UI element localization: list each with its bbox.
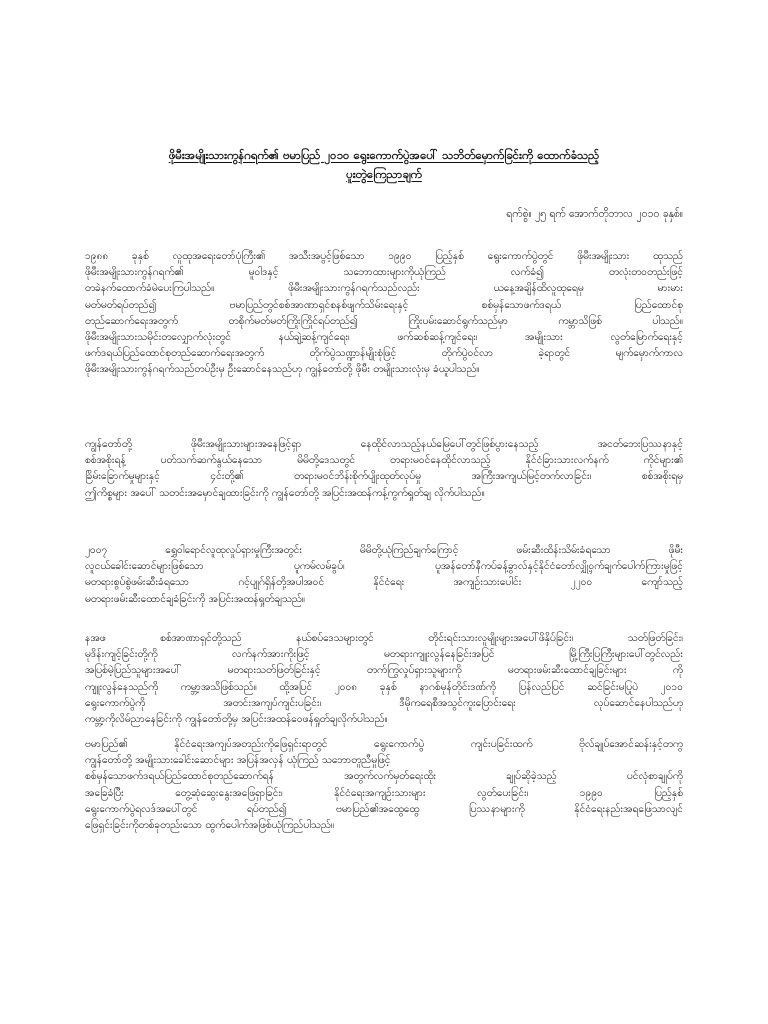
paragraph-line: ခြိမ်းခြောက်မှုများနှင့် ၄င်းတို့၏ တရားမဝင်ဘိန်းစိုက်ပျိုးထုတ်လုပ်မှု အကြီးအကျယ်မြင့်တက်လာခြင်း၊ စစ်အစိုးရမှ <box>85 470 683 483</box>
paragraph-line: ကျွန်တော်တို့ ဖိုမီးအမျိုးသားများအနေဖြင့်ရှာ နေထိုင်လာသည့်နယ်မြေပေါ်တွင်ဖြစ်ပွားနေသည့် အငတ်ဘေးပြဿနာနှင့် <box>85 438 683 450</box>
paragraph-line: မတရားစွပ်စွဲဖမ်းဆီးခံရသော ဂင့်ပျုဂ်ရှိန်တို့အပါအဝင် နိုင်ငံရေး အကျဉ်းသားပေါင်း ၂၂၀၀ ကျော်သည့် <box>85 576 683 589</box>
paragraph-5 <box>85 736 683 833</box>
paragraph-line: ဖိုမီးအမျိုးသားကွန်ဂရက်သည်တပ်ဦးမှ ဦးဆောင်နေသည်ဟု ကျွန်တော်တို့ ဖိုမီး တမျိုးသားလုံးမှ ခံယူပါသည်။ <box>85 363 480 376</box>
paragraph-line: ဤကိစ္စများ အပေါ် သတင်းအမှောင်ချထားခြင်းကို ကျွန်တော်တို့ အပြင်းအထန်ကန့်ကွက်ရှုတ်ချ လိုက်ပါသည်။ <box>85 486 485 499</box>
paragraph-line: စစ်မှန်သောဖက်ဒရယ်ပြည်ထောင်စုတည်ဆောက်ရန် အတွက်လက်မှတ်ရေးထိုး ချုပ်ဆိုခဲ့သည့် ပင်လုံစာချုပ်ကို <box>85 770 683 783</box>
dateline: ရက်စွဲ။ ၂၅ ရက် အောက်တိုဘာလ ၂၀၁၀ ခုနှစ်။ <box>506 208 683 220</box>
paragraph-3 <box>85 542 683 607</box>
paragraph-line: နအဖ စစ်အာဏာရှင်တို့သည် နယ်စပ်ဒေသများတွင် တိုင်းရင်းသားလူမျိုးများအပေါ်ဖိနှိပ်ခြင်း၊ သတ်ဖြတ်ခြင်း၊ <box>85 632 683 644</box>
paragraph-line: ဖြေရှင်းခြင်းကိုတစ်ခုတည်းသော ထွက်ပေါက်အဖြစ်ယုံကြည်ပါသည်။ <box>85 819 335 832</box>
paragraph-line: မတ်မတ်ရပ်တည်၍ ဗမာပြည်တွင်စစ်အာဏာရှင်စနစ်ဖျက်သိမ်းရေးနှင့် စစ်မှန်သောဖက်ဒရယ် ပြည်ထောင်စု <box>85 298 683 311</box>
paragraph-line: မတရားဖမ်းဆီးထောင်ချခံခြင်းကို အပြင်းအထန်ရှုတ်ချသည်။ <box>85 592 306 605</box>
paragraph-line: ကျူးလွန်နေသည်ကို ကမ္ဘာ့အသိဖြစ်သည်။ ထို့အပြင် ၂၀၀၈ ခုနှစ် နာဂစ်မုန်တိုင်းဒဏ်ကို ပြန်လည်ပြင် ဆင်ခြင်းမပြုပဲ ၂၀၁၀ <box>85 680 683 693</box>
paragraph-line: တည်ဆောက်ရေးအတွက် တစိုက်မတ်မတ်ကြိုးကြိုင်ရပ်တည်၍ ကြိုးပမ်းဆောင်ရွက်သည်မှာ ကမ္ဘာသိဖြစ် ပါသည်။ <box>85 314 683 327</box>
paragraph-line: ဖိုမီးအမျိုးသားသမိုင်းတလျှောက်လုံးတွင် နယ်ချဲ့ဆန့်ကျင်ရေး၊ ဖက်ဆစ်ဆန့်ကျင်ရေး၊ အမျိုးသား လွတ်မြောက်ရေးနှင့် <box>85 331 683 344</box>
paragraph-line: တခဲနက်ထောက်ခံမဲပေးကြပါသည်။ ဖိုမီးအမျိုးသားကွန်ဂရက်သည်လည်း ယနေ့အချိန်ထိလူထုရေမှ မားမား <box>85 282 683 295</box>
paragraph-line: ၂၀၀၇ ရွှေဝါရောင်လူထုလှုပ်ရှားမှုကြီးအတွင်း မိမိတို့ယုံကြည်ချက်ကြောင့် ဖမ်းဆီးထိန်းသိမ်းခံရသော ဖိုမီး <box>85 544 683 556</box>
paragraph-1 <box>85 248 683 378</box>
paragraph-line: ရွေးကောက်ပွဲရလဒ်အပေါ်တွင် ရပ်တည်၍ ဗမာပြည်၏အထွေထွေ ပြဿနာများကို နိုင်ငံရေးနည်းအရဖြေသာလျင် <box>85 802 683 815</box>
paragraph-line: မုဒိန်းကျင့်ခြင်းတို့ကို လက်နက်အားကိုးဖြင့် မတရားကျူးလွန်နေခြင်းအပြင် မြို့ကြီးပြကြီးများပေါ်တွင်လည်း <box>85 648 683 661</box>
paragraph-line: အခြေခံပြီး တွေ့ဆုံဆွေးနွေးအဖြေရှာခြင်း၊ နိုင်ငံရေးအကျဉ်းသားများ လွတ်ပေးခြင်း၊ ၁၉၉၀ ပြည့်နှစ် <box>85 786 683 799</box>
paragraph-line: ၁၉၈၈ ခုနှစ် လူထုအရေးတော်ပုံကြီး၏ အသီးအပွင့်ဖြစ်သော ၁၉၉၀ ပြည့်နှစ် ရွေးကောက်ပွဲတွင် ဖိုမီးအမျိုးသား ထုသည် <box>85 250 683 262</box>
paragraph-line: ကမ္ဘာ့ကိုလိမ်ညာနေခြင်းကို ကျွန်တော်တို့မှ အပြင်းအထန်ဝေဖန်ရှုတ်ချလိုက်ပါသည်။ <box>85 713 388 726</box>
paragraph-line: အပြစ်မဲ့ပြည်သူများအပေါ် မတရားသတ်ဖြတ်ခြင်းနှင့် တက်ကြွလှုပ်ရှားသူများကို မတရားဖမ်းဆီးထောင်ချခြင်းများ ကို <box>85 664 683 677</box>
document-title <box>85 146 683 184</box>
paragraph-2 <box>85 436 683 501</box>
title-line-1: ဖိုမီးအမျိုးသားကွန်ဂရက်၏ ဗမာပြည် ၂၀၁၀ ရွေးကောက်ပွဲအပေါ် သဘိတ်မှောက်ခြင်းကို ထောက်ခံသည့် <box>168 148 600 162</box>
paragraph-line: ရွေးကောက်ပွဲကို အတင်းအကျပ်ကျင်းပခြင်း၊ ဒီမိုကရေစီအသွင်ကူးပြောင်းရေး လုပ်ဆောင်နေပါသည်ဟု <box>85 696 683 709</box>
title-line-2: ပူးတွဲကြေညာချက် <box>346 167 422 181</box>
paragraph-line: လူငယ်ခေါင်းဆောင်များဖြစ်သော ပူကမ်လမ်ခွပ်၊ ပူအန်တော်နီကပ်ခန့်ခွာလ်နှင့်နိုင်ငံတော်လျှို့ဝှက်ချက်ပေါက်ကြားမှုဖြင့် <box>85 560 683 573</box>
paragraph-line: ဖိုမီးအမျိုးသားကွန်ဂရက်၏ မူဝါဒနှင့် သဘောထားများကိုယုံကြည် လက်ခံ၍ တလုံးတဝတည်းဖြင့် <box>85 266 683 279</box>
paragraph-4 <box>85 630 683 727</box>
paragraph-line: စစ်အစိုးရန့် ပတ်သက်ဆက်နွယ်နေသော မိမိတို့ဒေသတွင် တရားမဝင်နေထိုင်လာသည့် နိုင်ငံခြားသားလက်နက် ကိုင်များ၏ <box>85 454 683 467</box>
paragraph-line: ကျွန်တော်တို့ အမျိုးသားခေါင်းဆောင်များ အပြန်အလှန် ယုံကြည် သဘောတူညီမှုဖြင့် <box>85 754 391 767</box>
paragraph-line: ဖက်ဒရယ်ပြည်ထောင်စုတည်ဆောက်ရေးအတွက် တိုက်ပွဲသဏ္ဍာန်မျိုးစုံဖြင့် တိုက်ပွဲဝင်လာ ခဲ့ရာတွင် မျက်မှောက်ကာလ <box>85 347 683 360</box>
paragraph-line: ဗမာပြည်၏ နိုင်ငံရေးအကျပ်အတည်းကိုဖြေရှင်းရာတွင် ရွေးကောက်ပွဲ ကျင်းပခြင်းထက် ဗိုလ်ချုပ်အောင်ဆန်းနှင့်တကွ <box>85 738 683 750</box>
